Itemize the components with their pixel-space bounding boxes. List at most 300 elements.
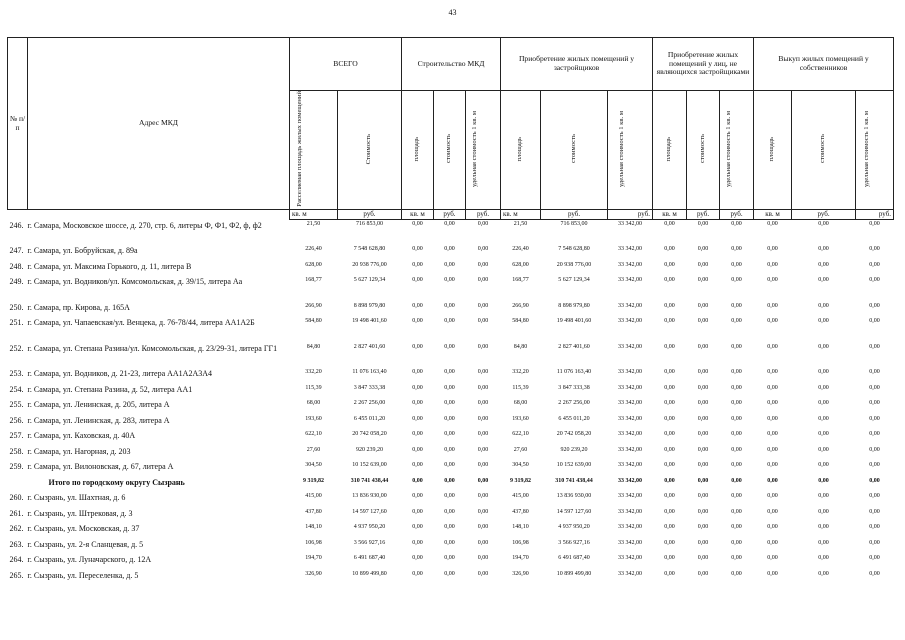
row-value: 0,00 [869, 524, 880, 531]
unit-cell: кв. м [501, 210, 541, 220]
table-row [8, 302, 894, 318]
row-address: г. Самара, ул. Ленинская, д. 205, литера А [27, 400, 170, 410]
row-value: 0,00 [444, 343, 455, 350]
row-number: 260. [9, 493, 24, 503]
row-value: 0,00 [412, 318, 423, 325]
row-value: 0,00 [697, 277, 709, 284]
row-value: 0,00 [731, 302, 742, 309]
row-value: 0,00 [477, 508, 489, 515]
row-value: 0,00 [869, 384, 880, 391]
row-value: 0,00 [818, 369, 829, 376]
table-header [8, 38, 894, 220]
header-sub-unit-cost: удельная стоимость 1 кв. м [724, 110, 732, 187]
row-address: г. Самара, ул. Бобруйская, д. 89а [27, 246, 138, 256]
row-value: 19 498 401,60 [556, 318, 592, 325]
page-number: 43 [448, 8, 457, 17]
row-value: 716 853,00 [560, 221, 588, 228]
row-value: 0,00 [818, 555, 829, 562]
table-row [8, 492, 894, 508]
row-value: 0,00 [444, 369, 455, 376]
row-value: 6 455 011,20 [558, 415, 590, 422]
row-address: г. Самара, ул. Чапаевская/ул. Венцека, д. 76-78/44, литера АА1А2Б [27, 318, 255, 328]
row-value: 0,00 [767, 570, 778, 577]
row-value: 0,00 [869, 462, 880, 469]
row-value: 0,00 [444, 277, 455, 284]
row-value: 0,00 [444, 415, 455, 422]
row-value: 33 342,00 [618, 462, 643, 469]
row-value: 3 847 333,38 [353, 384, 386, 391]
header-sub-area: площадь [665, 136, 673, 162]
table-row [8, 220, 894, 246]
row-address: г. Самара, ул. Вилоновская, д. 67, литера А [27, 462, 174, 472]
header-sub-cell [754, 91, 792, 210]
row-value: 0,00 [444, 302, 455, 309]
row-address: г. Самара, ул. Степана Разина, д. 52, литера АА1 [27, 384, 193, 394]
row-number: 248. [9, 261, 24, 271]
header-sub-area: площадь [516, 136, 524, 162]
row-value: 0,00 [767, 277, 778, 284]
row-value: 0,00 [664, 318, 675, 325]
unit-cell: руб. [687, 210, 720, 220]
row-number: 257. [9, 431, 24, 441]
row-address: г. Сызрань, ул. Шахтная, д. 6 [27, 493, 126, 503]
row-value: 0,00 [412, 343, 423, 350]
row-value: 0,00 [869, 221, 880, 228]
row-number: 254. [9, 384, 24, 394]
row-value: 0,00 [731, 415, 742, 422]
row-value: 9 319,82 [510, 477, 532, 484]
row-value: 0,00 [731, 343, 742, 350]
row-value: 33 342,00 [618, 221, 643, 228]
header-sub-cell [792, 91, 856, 210]
row-value: 5 627 129,34 [558, 277, 590, 284]
row-value: 27,60 [513, 446, 528, 453]
row-value: 0,00 [444, 246, 455, 253]
row-value: 584,80 [305, 318, 322, 325]
row-value: 0,00 [818, 302, 829, 309]
row-value: 0,00 [869, 555, 880, 562]
row-value: 0,00 [444, 318, 455, 325]
row-value: 20 938 776,00 [556, 261, 592, 268]
row-value: 33 342,00 [618, 343, 643, 350]
row-value: 0,00 [477, 221, 489, 228]
row-value: 20 938 776,00 [352, 261, 387, 268]
row-value: 0,00 [444, 524, 455, 531]
row-value: 310 741 438,44 [555, 477, 593, 484]
resettlement-table [7, 37, 894, 585]
row-value: 0,00 [869, 261, 880, 268]
row-value: 168,77 [305, 277, 322, 284]
row-value: 0,00 [412, 415, 423, 422]
row-value: 9 319,82 [303, 477, 324, 484]
row-value: 622,10 [512, 431, 529, 438]
row-address: г. Самара, ул. Водников, д. 21-23, литера АА1А2А3А4 [27, 369, 213, 379]
row-value: 0,00 [477, 246, 489, 253]
row-value: 0,00 [869, 302, 880, 309]
row-value: 0,00 [664, 384, 675, 391]
row-value: 0,00 [697, 477, 709, 484]
row-value: 0,00 [869, 415, 880, 422]
row-value: 0,00 [412, 277, 423, 284]
row-value: 0,00 [731, 493, 742, 500]
row-value: 33 342,00 [618, 555, 643, 562]
row-value: 0,00 [767, 555, 778, 562]
row-value: 0,00 [444, 446, 455, 453]
row-value: 0,00 [697, 415, 709, 422]
row-value: 0,00 [731, 539, 742, 546]
row-value: 0,00 [697, 524, 709, 531]
header-sub-unit-cost: удельная стоимость 1 кв. м [618, 110, 626, 187]
row-value: 0,00 [731, 555, 742, 562]
row-number: 263. [9, 539, 24, 549]
table-row [8, 446, 894, 462]
table-row [8, 570, 894, 586]
row-value: 0,00 [477, 277, 489, 284]
table-row [8, 276, 894, 302]
row-value: 0,00 [664, 462, 675, 469]
row-number: 262. [9, 524, 24, 534]
header-sub-unit-cost: удельная стоимость 1 кв. м [862, 110, 870, 187]
row-value: 226,40 [305, 246, 322, 253]
row-value: 2 267 256,00 [558, 400, 590, 407]
row-value: 0,00 [767, 446, 778, 453]
table-row [8, 384, 894, 400]
row-value: 0,00 [697, 343, 709, 350]
row-value: 0,00 [444, 477, 455, 484]
row-value: 0,00 [767, 369, 778, 376]
row-value: 0,00 [869, 318, 880, 325]
row-value: 0,00 [664, 446, 675, 453]
row-value: 0,00 [818, 462, 829, 469]
row-value: 33 342,00 [618, 539, 643, 546]
row-value: 5 627 129,34 [353, 277, 386, 284]
row-value: 27,60 [306, 446, 321, 453]
row-value: 2 827 401,60 [558, 343, 590, 350]
table-row [8, 343, 894, 369]
row-value: 0,00 [412, 570, 423, 577]
header-sub-cell [608, 91, 653, 210]
table-row [8, 523, 894, 539]
row-value: 21,50 [306, 221, 321, 228]
row-value: 0,00 [731, 261, 742, 268]
row-value: 0,00 [697, 539, 709, 546]
row-value: 0,00 [767, 415, 778, 422]
row-value: 437,80 [512, 508, 529, 515]
row-value: 920 239,20 [356, 446, 383, 453]
row-value: 33 342,00 [618, 446, 643, 453]
unit-cell: руб. [338, 210, 402, 220]
row-value: 10 152 639,00 [556, 462, 592, 469]
row-address: г. Самара, ул. Водников/ул. Комсомольская, д. 39/15, литера Аа [27, 277, 243, 287]
row-value: 0,00 [477, 462, 489, 469]
row-value: 194,70 [305, 555, 322, 562]
row-value: 0,00 [869, 477, 880, 484]
row-value: 332,20 [305, 369, 322, 376]
row-value: 0,00 [412, 508, 423, 515]
row-value: 0,00 [477, 384, 489, 391]
row-value: 2 827 401,60 [353, 343, 386, 350]
row-value: 0,00 [697, 318, 709, 325]
header-group-buyout: Выкуп жилых помещений у собственников [754, 38, 894, 91]
header-address: Адрес МКД [28, 38, 290, 210]
row-value: 0,00 [697, 384, 709, 391]
row-value: 0,00 [731, 446, 742, 453]
row-value: 415,00 [512, 493, 529, 500]
row-address: г. Самара, Московское шоссе, д. 270, стр. 6, литеры Ф, Ф1, Ф2, ф, ф2 [27, 220, 262, 230]
row-value: 0,00 [412, 400, 423, 407]
row-value: 0,00 [477, 318, 489, 325]
row-address: г. Сызрань, ул. Московская, д. 37 [27, 524, 140, 534]
row-value: 0,00 [477, 477, 489, 484]
row-value: 0,00 [477, 302, 489, 309]
row-value: 0,00 [767, 246, 778, 253]
unit-cell: руб. [608, 210, 653, 220]
row-value: 622,10 [305, 431, 322, 438]
row-value: 326,90 [512, 570, 529, 577]
row-value: 0,00 [412, 462, 423, 469]
row-value: 11 076 163,40 [556, 369, 592, 376]
row-value: 115,39 [512, 384, 529, 391]
row-value: 0,00 [444, 539, 455, 546]
row-value: 0,00 [444, 493, 455, 500]
row-value: 0,00 [412, 477, 423, 484]
row-value: 148,10 [512, 524, 529, 531]
row-value: 628,00 [512, 261, 529, 268]
row-address: г. Самара, ул. Степана Разина/ул. Комсомольская, д. 23/29-31, литера ГГ1 [27, 343, 278, 353]
row-value: 0,00 [767, 477, 778, 484]
header-group-developers: Приобретение жилых помещений у застройщиков [501, 38, 653, 91]
row-value: 0,00 [818, 318, 829, 325]
row-value: 0,00 [477, 415, 489, 422]
row-value: 0,00 [869, 446, 880, 453]
row-value: 0,00 [869, 539, 880, 546]
unit-cell: руб. [792, 210, 856, 220]
row-value: 0,00 [869, 400, 880, 407]
unit-cell: кв. м [290, 210, 338, 220]
row-value: 584,80 [512, 318, 529, 325]
row-number [8, 477, 28, 493]
row-value: 0,00 [477, 369, 489, 376]
header-sub-cost: стоимость [698, 134, 706, 164]
row-value: 0,00 [731, 570, 742, 577]
row-value: 33 342,00 [618, 524, 643, 531]
row-value: 20 742 058,20 [556, 431, 592, 438]
row-value: 0,00 [664, 302, 675, 309]
row-value: 0,00 [444, 221, 455, 228]
row-value: 415,00 [305, 493, 322, 500]
row-number: 252. [9, 343, 24, 353]
row-value: 68,00 [306, 400, 321, 407]
row-value: 0,00 [731, 246, 742, 253]
header-sub-cell [653, 91, 687, 210]
table-row [8, 415, 894, 431]
row-value: 21,50 [513, 221, 528, 228]
header-sub-cell [466, 91, 501, 210]
table-row [8, 430, 894, 446]
header-sub-cell [434, 91, 466, 210]
row-value: 0,00 [697, 221, 709, 228]
unit-cell: руб. [541, 210, 608, 220]
row-number: 259. [9, 462, 24, 472]
row-value: 0,00 [818, 539, 829, 546]
row-address: г. Самара, ул. Ленинская, д. 283, литера А [27, 415, 170, 425]
row-value: 0,00 [869, 570, 880, 577]
row-value: 4 937 950,20 [558, 524, 590, 531]
row-value: 0,00 [412, 524, 423, 531]
row-value: 0,00 [412, 384, 423, 391]
header-sub-cell [338, 91, 402, 210]
row-value: 0,00 [767, 343, 778, 350]
row-value: 6 491 687,40 [558, 555, 590, 562]
units-blank [28, 210, 290, 220]
row-value: 0,00 [818, 415, 829, 422]
row-value: 0,00 [664, 555, 675, 562]
row-value: 68,00 [513, 400, 528, 407]
row-value: 0,00 [767, 221, 778, 228]
header-sub-cell [290, 91, 338, 210]
row-value: 628,00 [305, 261, 322, 268]
row-value: 0,00 [767, 493, 778, 500]
row-value: 0,00 [869, 431, 880, 438]
table-row [8, 261, 894, 277]
row-value: 0,00 [412, 246, 423, 253]
row-value: 0,00 [664, 277, 675, 284]
row-value: 84,80 [306, 343, 321, 350]
header-sub-cell [402, 91, 434, 210]
header-sub-cell [720, 91, 754, 210]
row-value: 0,00 [697, 261, 709, 268]
row-value: 0,00 [818, 477, 829, 484]
row-address: г. Самара, ул. Максима Горького, д. 11, литера В [27, 261, 192, 271]
row-value: 0,00 [664, 400, 675, 407]
row-value: 0,00 [731, 462, 742, 469]
row-value: 0,00 [697, 431, 709, 438]
row-value: 0,00 [664, 539, 675, 546]
row-value: 7 548 628,80 [558, 246, 590, 253]
row-value: 0,00 [477, 431, 489, 438]
row-value: 0,00 [697, 493, 709, 500]
header-total-area: Расселяемая площадь жилых помещений [295, 91, 303, 207]
row-value: 0,00 [412, 431, 423, 438]
row-address: г. Самара, пр. Кирова, д. 165А [27, 302, 130, 312]
row-number: 264. [9, 555, 24, 565]
row-value: 0,00 [664, 524, 675, 531]
row-value: 115,39 [305, 384, 322, 391]
row-value: 106,98 [305, 539, 322, 546]
row-number: 246. [9, 220, 24, 230]
row-value: 0,00 [664, 431, 675, 438]
row-value: 437,80 [305, 508, 322, 515]
row-value: 0,00 [731, 277, 742, 284]
header-total-cost: Стоимость [365, 133, 373, 165]
row-value: 3 566 927,16 [353, 539, 386, 546]
row-value: 0,00 [818, 384, 829, 391]
row-value: 0,00 [697, 400, 709, 407]
row-value: 0,00 [697, 446, 709, 453]
row-value: 0,00 [818, 570, 829, 577]
row-value: 0,00 [697, 302, 709, 309]
header-sub-cell [687, 91, 720, 210]
row-value: 13 836 930,00 [556, 493, 592, 500]
row-number: 261. [9, 508, 24, 518]
row-value: 0,00 [444, 462, 455, 469]
row-value: 0,00 [818, 343, 829, 350]
row-address: г. Самара, ул. Каховская, д. 40А [27, 431, 136, 441]
table-row [8, 245, 894, 261]
row-value: 10 899 499,80 [556, 570, 592, 577]
unit-cell: руб. [720, 210, 754, 220]
unit-cell: руб. [466, 210, 501, 220]
row-value: 0,00 [412, 369, 423, 376]
row-value: 84,80 [513, 343, 528, 350]
row-value: 0,00 [664, 246, 675, 253]
row-number: 255. [9, 400, 24, 410]
row-value: 0,00 [818, 431, 829, 438]
row-value: 33 342,00 [618, 570, 643, 577]
row-value: 33 342,00 [618, 431, 643, 438]
row-value: 0,00 [664, 261, 675, 268]
row-value: 0,00 [818, 277, 829, 284]
row-value: 304,50 [512, 462, 529, 469]
row-value: 0,00 [412, 539, 423, 546]
row-number: 249. [9, 277, 24, 287]
row-value: 0,00 [444, 508, 455, 515]
row-value: 0,00 [731, 508, 742, 515]
row-address: г. Сызрань, ул. Луначарского, д. 12А [27, 555, 152, 565]
header-sub-cost: стоимость [445, 134, 453, 164]
row-value: 0,00 [731, 431, 742, 438]
row-value: 168,77 [512, 277, 529, 284]
row-value: 0,00 [767, 384, 778, 391]
row-value: 0,00 [477, 400, 489, 407]
row-value: 0,00 [412, 493, 423, 500]
row-value: 0,00 [869, 493, 880, 500]
row-value: 0,00 [767, 318, 778, 325]
row-value: 8 898 979,80 [558, 302, 590, 309]
header-sub-area: площадь [413, 136, 421, 162]
header-sub-cell [856, 91, 894, 210]
row-value: 332,20 [512, 369, 529, 376]
row-value: 0,00 [869, 508, 880, 515]
row-value: 310 741 438,44 [350, 477, 389, 484]
row-value: 0,00 [697, 508, 709, 515]
row-value: 106,98 [512, 539, 529, 546]
row-number: 253. [9, 369, 24, 379]
subtotal-row [8, 477, 894, 493]
row-value: 3 566 927,16 [558, 539, 590, 546]
row-number: 265. [9, 570, 24, 580]
row-value: 304,50 [305, 462, 322, 469]
row-value: 0,00 [477, 493, 489, 500]
table-row [8, 554, 894, 570]
row-value: 0,00 [477, 539, 489, 546]
table-row [8, 399, 894, 415]
header-group-construction: Строительство МКД [402, 38, 501, 91]
row-value: 0,00 [869, 369, 880, 376]
row-address: г. Сызрань, ул. Штрековая, д. 3 [27, 508, 133, 518]
row-value: 33 342,00 [618, 302, 643, 309]
row-number: 247. [9, 246, 24, 256]
unit-cell: кв. м [754, 210, 792, 220]
row-value: 0,00 [664, 415, 675, 422]
row-value: 0,00 [477, 555, 489, 562]
row-value: 0,00 [731, 524, 742, 531]
table-row [8, 461, 894, 477]
row-value: 3 847 333,38 [558, 384, 590, 391]
row-value: 0,00 [664, 570, 675, 577]
row-value: 13 836 930,00 [352, 493, 387, 500]
row-value: 0,00 [767, 539, 778, 546]
